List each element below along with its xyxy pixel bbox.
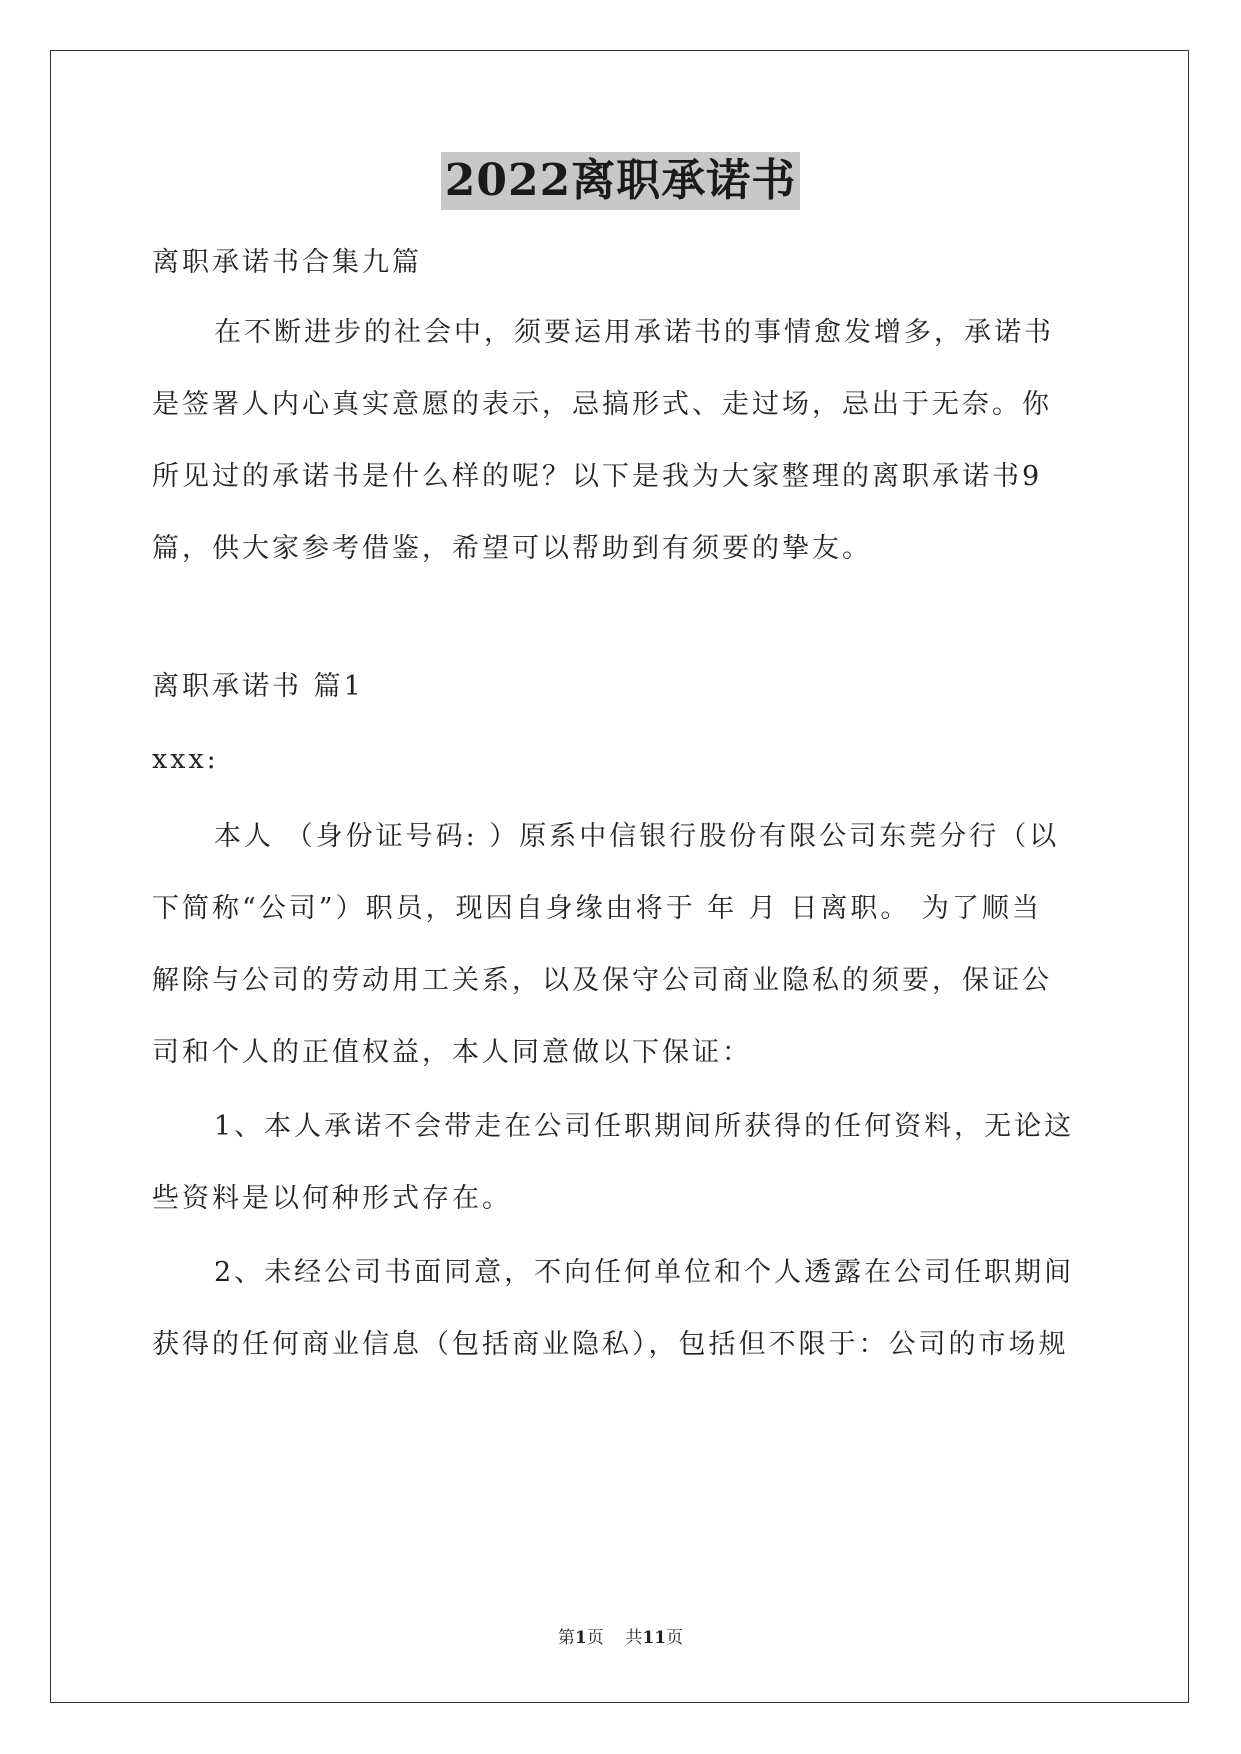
intro-line: 是签署人内心真实意愿的表示，忌搞形式、走过场，忌出于无奈。你 xyxy=(152,389,1052,420)
section-heading: 离职承诺书 篇1 xyxy=(152,671,364,702)
body-line: 下简称“公司”）职员，现因自身缘由将于 年 月 日离职。 为了顺当 xyxy=(152,893,1042,924)
total-suffix: 页 xyxy=(666,1628,684,1648)
body-line: 解除与公司的劳动用工关系，以及保守公司商业隐私的须要，保证公 xyxy=(152,965,1052,996)
item-2-line: 获得的任何商业信息（包括商业隐私），包括但不限于：公司的市场规 xyxy=(152,1329,1069,1360)
item-1-line: 1、本人承诺不会带走在公司任职期间所获得的任何资料，无论这 xyxy=(214,1111,1075,1142)
body-line: 司和个人的正值权益，本人同意做以下保证： xyxy=(152,1037,752,1068)
total-prefix: 共 xyxy=(625,1628,643,1648)
body-line: 本人 （身份证号码: ）原系中信银行股份有限公司东莞分行（以 xyxy=(214,821,1060,852)
page-total: 11 xyxy=(642,1628,667,1648)
page-current: 1 xyxy=(574,1628,587,1648)
page-suffix: 页 xyxy=(586,1628,604,1648)
item-2-line: 2、未经公司书面同意，不向任何单位和个人透露在公司任职期间 xyxy=(214,1257,1075,1288)
page-prefix: 第 xyxy=(557,1628,575,1648)
subtitle: 离职承诺书合集九篇 xyxy=(152,247,422,278)
salutation: xxx: xyxy=(152,744,219,775)
document-title: 2022离职承诺书 xyxy=(441,152,800,210)
title-container xyxy=(0,152,1241,210)
intro-line: 篇，供大家参考借鉴，希望可以帮助到有须要的挚友。 xyxy=(152,533,872,564)
intro-line: 所见过的承诺书是什么样的呢？以下是我为大家整理的离职承诺书9 xyxy=(152,461,1043,492)
intro-line: 在不断进步的社会中，须要运用承诺书的事情愈发增多，承诺书 xyxy=(214,317,1054,348)
item-1-line: 些资料是以何种形式存在。 xyxy=(152,1183,512,1214)
page-footer xyxy=(0,1626,1241,1650)
page-border xyxy=(50,50,1189,1703)
